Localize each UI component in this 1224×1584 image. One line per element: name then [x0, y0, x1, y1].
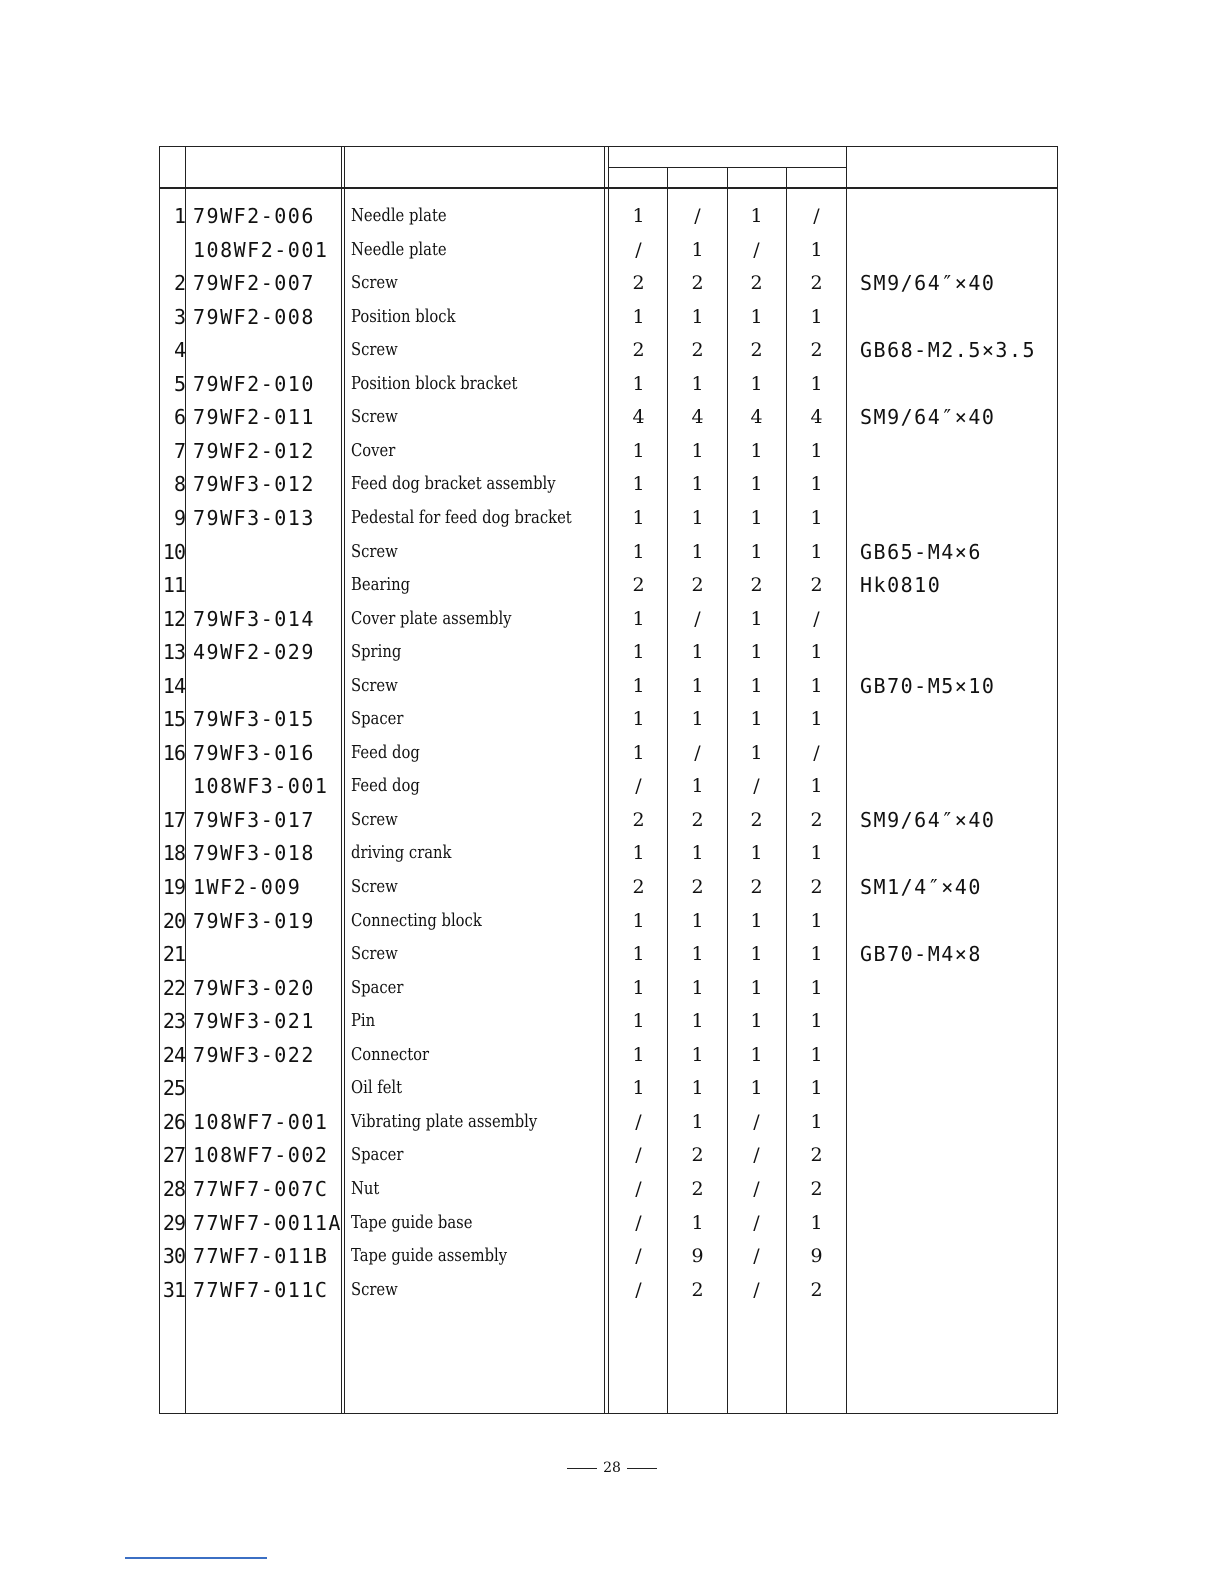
part-number: 15	[162, 707, 185, 731]
qty-col-4: 2	[810, 1178, 823, 1200]
part-name: Screw	[351, 943, 398, 964]
qty-col-4: 2	[810, 809, 823, 831]
part-code: 79WF3-014	[193, 607, 315, 631]
qty-col-4: 1	[810, 473, 823, 495]
qty-col-4: 4	[810, 406, 823, 428]
qty-col-4: 1	[810, 708, 823, 730]
qty-col-1: 2	[632, 809, 645, 831]
qty-col-3: 1	[750, 742, 763, 764]
qty-col-3: 1	[750, 608, 763, 630]
qty-col-4: /	[813, 205, 820, 227]
qty-col-2: 1	[691, 507, 704, 529]
part-remark: GB68-M2.5×3.5	[860, 338, 1037, 362]
part-name: Oil felt	[351, 1077, 403, 1098]
part-name: Position block bracket	[351, 373, 518, 394]
qty-col-1: 1	[632, 473, 645, 495]
qty-col-2: /	[694, 608, 701, 630]
qty-col-4: 9	[810, 1245, 823, 1267]
qty-col-2: 4	[691, 406, 704, 428]
table-border-top	[160, 146, 1058, 147]
qty-col-2: 2	[691, 1178, 704, 1200]
qty-col-2: 2	[691, 1144, 704, 1166]
part-code: 108WF2-001	[193, 238, 329, 262]
qty-col-3: 1	[750, 977, 763, 999]
qty-col-2: 1	[691, 842, 704, 864]
part-remark: SM9/64″×40	[860, 271, 996, 295]
part-number: 14	[162, 674, 185, 698]
qty-col-1: 1	[632, 708, 645, 730]
qty-col-2: 1	[691, 541, 704, 563]
qty-col-4: 1	[810, 977, 823, 999]
qty-col-3: /	[753, 775, 760, 797]
qty-col-2: 1	[691, 239, 704, 261]
qty-col-2: 1	[691, 1212, 704, 1234]
part-code: 79WF2-007	[193, 271, 315, 295]
part-number: 2	[173, 271, 185, 295]
qty-col-1: 1	[632, 507, 645, 529]
table-header-rule	[160, 187, 1058, 189]
part-number: 21	[162, 942, 185, 966]
part-code: 79WF3-015	[193, 707, 315, 731]
part-number: 31	[162, 1278, 185, 1302]
part-number	[161, 769, 185, 803]
part-code: 108WF3-001	[193, 774, 329, 798]
qty-col-3: 1	[750, 943, 763, 965]
qty-col-2: 1	[691, 373, 704, 395]
part-code: 77WF7-007C	[193, 1177, 329, 1201]
qty-col-2: 1	[691, 1111, 704, 1133]
part-name: Feed dog bracket assembly	[351, 473, 556, 494]
part-code: 77WF7-011C	[193, 1278, 329, 1302]
col-divider-remark	[846, 146, 847, 1414]
qty-col-4: 2	[810, 339, 823, 361]
qty-col-3: 1	[750, 641, 763, 663]
qty-col-3: 2	[750, 574, 763, 596]
qty-col-4: /	[813, 608, 820, 630]
part-code: 79WF3-016	[193, 741, 315, 765]
part-name: Connector	[351, 1044, 430, 1065]
part-number: 17	[162, 808, 185, 832]
part-name: Spacer	[351, 977, 404, 998]
part-number: 25	[162, 1076, 185, 1100]
qty-col-2: 2	[691, 339, 704, 361]
part-name: Pedestal for feed dog bracket	[351, 507, 572, 528]
qty-col-1: 1	[632, 205, 645, 227]
qty-col-3: 1	[750, 675, 763, 697]
qty-col-1: 1	[632, 641, 645, 663]
qty-col-3: /	[753, 1178, 760, 1200]
qty-col-1: 1	[632, 675, 645, 697]
part-number	[161, 233, 185, 267]
part-number: 27	[162, 1143, 185, 1167]
qty-col-1: 2	[632, 339, 645, 361]
table-border-right	[1057, 146, 1058, 1414]
part-code: 1WF2-009	[193, 875, 302, 899]
part-code: 79WF2-012	[193, 439, 315, 463]
part-remark: SM1/4″×40	[860, 875, 982, 899]
qty-col-3: 1	[750, 1010, 763, 1032]
part-code: 79WF2-011	[193, 405, 315, 429]
page-footer	[0, 1460, 1224, 1476]
part-number: 28	[162, 1177, 185, 1201]
part-number: 1	[173, 204, 185, 228]
qty-col-2: 2	[691, 809, 704, 831]
qty-col-1: 1	[632, 977, 645, 999]
qty-col-2: 2	[691, 574, 704, 596]
part-code: 79WF3-020	[193, 976, 315, 1000]
part-number: 13	[162, 640, 185, 664]
qty-col-3: 2	[750, 272, 763, 294]
part-code: 108WF7-001	[193, 1110, 329, 1134]
part-remark: Hk0810	[860, 573, 942, 597]
qty-col-1: 2	[632, 876, 645, 898]
part-name: Bearing	[351, 574, 411, 595]
col-divider-code-b	[344, 146, 345, 1414]
part-name: Screw	[351, 541, 398, 562]
part-number: 23	[162, 1009, 185, 1033]
qty-col-3: 1	[750, 1044, 763, 1066]
qty-col-1: 1	[632, 943, 645, 965]
part-name: driving crank	[351, 842, 452, 863]
part-number: 11	[162, 573, 185, 597]
part-number: 19	[162, 875, 185, 899]
table-border-bottom	[160, 1413, 1058, 1414]
qty-col-2: /	[694, 742, 701, 764]
part-name: Vibrating plate assembly	[351, 1111, 538, 1132]
qty-col-4: 2	[810, 574, 823, 596]
part-name: Spacer	[351, 708, 404, 729]
part-code: 77WF7-0011A	[193, 1211, 342, 1235]
part-number: 10	[162, 540, 185, 564]
part-number: 18	[162, 841, 185, 865]
qty-col-3: 1	[750, 440, 763, 462]
part-name: Connecting block	[351, 910, 482, 931]
qty-col-2: 2	[691, 876, 704, 898]
part-name: Screw	[351, 876, 398, 897]
qty-col-2: 1	[691, 1077, 704, 1099]
qty-col-3: 1	[750, 708, 763, 730]
qty-col-3: 4	[750, 406, 763, 428]
qty-col-4: 1	[810, 1010, 823, 1032]
col-divider-name-a	[604, 146, 605, 1414]
qty-col-2: 1	[691, 306, 704, 328]
qty-col-3: 2	[750, 876, 763, 898]
qty-col-1: /	[635, 1245, 642, 1267]
qty-col-4: 1	[810, 910, 823, 932]
part-code: 79WF3-021	[193, 1009, 315, 1033]
qty-col-2: 2	[691, 272, 704, 294]
part-remark: GB70-M5×10	[860, 674, 996, 698]
qty-col-1: 1	[632, 910, 645, 932]
qty-col-1: 1	[632, 440, 645, 462]
qty-col-4: 1	[810, 373, 823, 395]
part-number: 7	[173, 439, 185, 463]
qty-col-3: /	[753, 1212, 760, 1234]
part-name: Screw	[351, 272, 398, 293]
qty-col-4: 1	[810, 306, 823, 328]
part-name: Screw	[351, 675, 398, 696]
qty-col-3: 2	[750, 809, 763, 831]
qty-col-2: 1	[691, 641, 704, 663]
qty-col-1: 2	[632, 272, 645, 294]
part-code: 77WF7-011B	[193, 1244, 329, 1268]
part-code: 79WF3-018	[193, 841, 315, 865]
qty-col-1: 1	[632, 541, 645, 563]
part-name: Position block	[351, 306, 456, 327]
qty-col-3: 1	[750, 910, 763, 932]
qty-col-4: 1	[810, 1044, 823, 1066]
qty-col-4: 1	[810, 239, 823, 261]
qty-col-2: 1	[691, 910, 704, 932]
part-name: Feed dog	[351, 775, 420, 796]
part-name: Tape guide base	[351, 1212, 473, 1233]
qty-col-3: 1	[750, 373, 763, 395]
qty-col-4: 1	[810, 675, 823, 697]
part-name: Cover plate assembly	[351, 608, 512, 629]
qty-col-2: 1	[691, 1010, 704, 1032]
qty-col-2: 1	[691, 708, 704, 730]
qty-col-4: 2	[810, 876, 823, 898]
part-remark: SM9/64″×40	[860, 405, 996, 429]
footer-dash-left	[567, 1468, 597, 1469]
part-number: 16	[162, 741, 185, 765]
qty-col-3: 1	[750, 205, 763, 227]
qty-col-1: /	[635, 1111, 642, 1133]
qty-col-2: 1	[691, 675, 704, 697]
qty-col-3: 1	[750, 1077, 763, 1099]
qty-col-2: 2	[691, 1279, 704, 1301]
part-number: 4	[173, 338, 185, 362]
part-name: Screw	[351, 339, 398, 360]
qty-col-2: 1	[691, 977, 704, 999]
qty-col-4: 1	[810, 440, 823, 462]
part-code: 79WF3-022	[193, 1043, 315, 1067]
qty-col-2: 1	[691, 473, 704, 495]
part-number: 12	[162, 607, 185, 631]
qty-col-4: 2	[810, 1279, 823, 1301]
qty-col-3: /	[753, 1111, 760, 1133]
qty-col-2: /	[694, 205, 701, 227]
qty-col-4: 1	[810, 641, 823, 663]
qty-col-1: /	[635, 775, 642, 797]
qty-col-3: /	[753, 239, 760, 261]
qty-col-1: 1	[632, 1010, 645, 1032]
qty-col-3: /	[753, 1144, 760, 1166]
qty-col-1: 1	[632, 608, 645, 630]
qty-col-3: 1	[750, 541, 763, 563]
qty-col-1: 4	[632, 406, 645, 428]
qty-col-4: 2	[810, 272, 823, 294]
qty-col-2: 9	[691, 1245, 704, 1267]
qty-col-4: 1	[810, 541, 823, 563]
qty-col-3: 1	[750, 842, 763, 864]
part-name: Feed dog	[351, 742, 420, 763]
part-code: 79WF3-017	[193, 808, 315, 832]
part-number: 5	[173, 372, 185, 396]
qty-col-3: /	[753, 1245, 760, 1267]
part-code: 79WF2-006	[193, 204, 315, 228]
qty-col-4: 1	[810, 775, 823, 797]
part-number: 26	[162, 1110, 185, 1134]
part-code: 49WF2-029	[193, 640, 315, 664]
qty-col-1: 1	[632, 306, 645, 328]
part-name: Needle plate	[351, 205, 447, 226]
part-name: Tape guide assembly	[351, 1245, 508, 1266]
part-code: 79WF2-008	[193, 305, 315, 329]
bottom-link-rule	[125, 1557, 267, 1559]
part-number: 22	[162, 976, 185, 1000]
qty-col-4: 1	[810, 1077, 823, 1099]
part-number: 24	[162, 1043, 185, 1067]
part-number: 29	[162, 1211, 185, 1235]
part-remark: SM9/64″×40	[860, 808, 996, 832]
page-number: 28	[603, 1460, 621, 1476]
qty-col-1: /	[635, 239, 642, 261]
qty-col-3: 2	[750, 339, 763, 361]
part-code: 79WF3-013	[193, 506, 315, 530]
footer-dash-right	[627, 1468, 657, 1469]
qty-col-4: 2	[810, 1144, 823, 1166]
col-divider-no	[185, 146, 186, 1414]
part-code: 79WF3-019	[193, 909, 315, 933]
part-number: 6	[173, 405, 185, 429]
qty-col-4: 1	[810, 943, 823, 965]
part-name: Screw	[351, 1279, 398, 1300]
qty-col-1: /	[635, 1178, 642, 1200]
qty-col-1: 1	[632, 1044, 645, 1066]
qty-col-1: /	[635, 1144, 642, 1166]
qty-col-4: /	[813, 742, 820, 764]
qty-col-2: 1	[691, 1044, 704, 1066]
part-number: 9	[173, 506, 185, 530]
part-name: Screw	[351, 406, 398, 427]
qty-col-1: /	[635, 1279, 642, 1301]
part-number: 3	[173, 305, 185, 329]
qty-col-2: 1	[691, 775, 704, 797]
part-name: Screw	[351, 809, 398, 830]
qty-col-1: 1	[632, 742, 645, 764]
qty-col-1: 1	[632, 373, 645, 395]
qty-col-1: /	[635, 1212, 642, 1234]
part-number: 30	[162, 1244, 185, 1268]
qty-col-2: 1	[691, 440, 704, 462]
part-name: Spacer	[351, 1144, 404, 1165]
qty-col-1: 1	[632, 1077, 645, 1099]
part-name: Nut	[351, 1178, 380, 1199]
qty-col-2: 1	[691, 943, 704, 965]
qty-col-4: 1	[810, 1111, 823, 1133]
table-border-left	[159, 146, 160, 1414]
part-name: Pin	[351, 1010, 376, 1031]
qty-col-4: 1	[810, 1212, 823, 1234]
qty-col-1: 1	[632, 842, 645, 864]
qty-col-4: 1	[810, 507, 823, 529]
qty-col-4: 1	[810, 842, 823, 864]
qty-col-3: 1	[750, 306, 763, 328]
qty-col-3: 1	[750, 507, 763, 529]
part-name: Cover	[351, 440, 396, 461]
qty-col-1: 2	[632, 574, 645, 596]
part-number: 20	[162, 909, 185, 933]
qty-col-3: /	[753, 1279, 760, 1301]
part-code: 79WF2-010	[193, 372, 315, 396]
part-number: 8	[173, 472, 185, 496]
part-remark: GB70-M4×8	[860, 942, 982, 966]
qty-col-3: 1	[750, 473, 763, 495]
part-name: Spring	[351, 641, 402, 662]
part-remark: GB65-M4×6	[860, 540, 982, 564]
part-code: 79WF3-012	[193, 472, 315, 496]
part-code: 108WF7-002	[193, 1143, 329, 1167]
part-name: Needle plate	[351, 239, 447, 260]
